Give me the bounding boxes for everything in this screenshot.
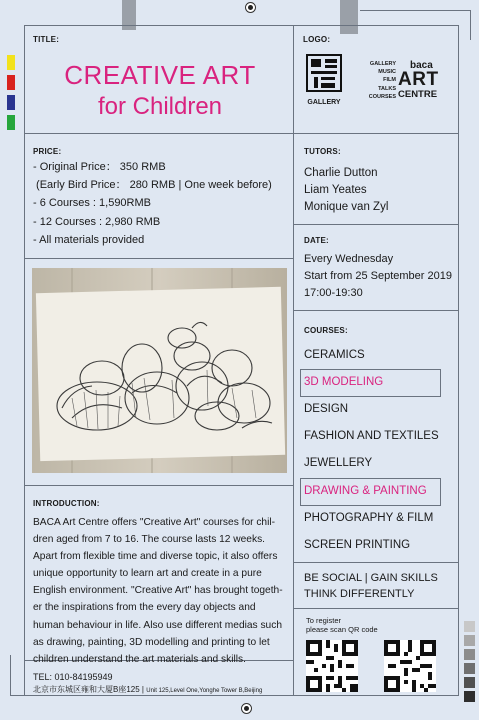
date-label: DATE:: [304, 236, 329, 245]
price-line-5: - All materials provided: [33, 234, 145, 246]
sketch-drawing: [32, 268, 287, 473]
category-music: MUSIC: [378, 69, 396, 76]
gallery-logo: [305, 53, 343, 106]
register-line-1: To register: [306, 616, 342, 625]
price-line-1: - Original Price： 350 RMB: [33, 161, 166, 173]
intro-line-6: er the inspirations from the every day objects and: [33, 602, 256, 614]
title-line1: CREATIVE ART: [64, 60, 256, 90]
gallery-logo-mark: [305, 53, 343, 93]
baca-brand: [398, 60, 448, 100]
price-line-2: (Early Bird Price： 280 RMB | One week before): [33, 179, 272, 191]
divider-tutors: [293, 224, 459, 225]
category-talks: TALKS: [378, 85, 396, 92]
frame-left: [24, 25, 25, 695]
course-ceramics: CERAMICS: [304, 349, 365, 361]
title-label: TITLE:: [33, 35, 60, 44]
divider-slogan: [293, 608, 459, 609]
divider-logo: [293, 133, 459, 134]
date-line-3: 17:00-19:30: [304, 287, 363, 299]
target-mark-top: [245, 2, 256, 13]
divider-title: [24, 133, 294, 134]
frame-top-right: [360, 10, 470, 11]
swatch-red: [7, 75, 15, 90]
gallery-logo-text: GALLERY: [307, 99, 341, 106]
slogan-line-1: BE SOCIAL | GAIN SKILLS: [304, 572, 438, 584]
swatch-blue: [7, 95, 15, 110]
frame-top: [24, 25, 459, 26]
logo-label: LOGO:: [303, 35, 331, 44]
course-jewellery: JEWELLERY: [304, 457, 373, 469]
intro-text: [33, 514, 288, 668]
price-line-4: - 12 Courses : 2,980 RMB: [33, 216, 161, 228]
contact-address: [33, 684, 262, 695]
target-mark-bottom: [241, 703, 252, 714]
intro-line-9: children understand the art materials and skills.: [33, 653, 246, 665]
intro-line-8: as drawing, painting, 3D modelling and printing to let: [33, 636, 270, 648]
divider-courses: [293, 562, 459, 563]
tutor-2: Liam Yeates: [304, 184, 367, 196]
category-courses: COURSES: [368, 93, 396, 100]
slogan-line-2: THINK DIFFERENTLY: [304, 588, 415, 600]
date-line-2: Start from 25 September 2019: [304, 270, 452, 282]
gray-swatch-6: [464, 691, 475, 702]
gray-swatch-2: [464, 635, 475, 646]
category-gallery: GALLERY: [369, 61, 396, 67]
swatch-green: [7, 115, 15, 130]
category-film: FILM: [383, 77, 396, 84]
title-line2: for Children: [97, 93, 223, 120]
intro-line-1: BACA Art Centre offers "Creative Art" courses for chil-: [33, 517, 276, 528]
brand-small: baca: [410, 60, 433, 71]
address-cn: 北京市东城区雍和大厦B座125: [33, 685, 140, 694]
gray-swatch-5: [464, 677, 475, 688]
binder-tab-right: [340, 0, 358, 34]
price-line-3: - 6 Courses : 1,590RMB: [33, 197, 151, 209]
frame-mid: [293, 25, 294, 695]
qr-code-2[interactable]: [384, 640, 436, 692]
logo-categories: [364, 60, 396, 101]
tutors-label: TUTORS:: [304, 147, 341, 156]
price-label: PRICE:: [33, 147, 62, 156]
intro-line-2: dren aged from 7 to 16. The course lasts 12 weeks.: [33, 534, 265, 546]
swatch-yellow: [7, 55, 15, 70]
artwork-photo: [32, 268, 287, 473]
intro-line-4: unique opportunity to learn art and create in a pure: [33, 568, 262, 580]
brand-big: ART: [398, 69, 439, 90]
intro-line-5: English environment. "Creative Art" has brought togeth-: [33, 585, 283, 597]
intro-label: INTRODUCTION:: [33, 499, 100, 508]
gray-swatch-3: [464, 649, 475, 660]
course-photography: PHOTOGRAPHY & FILM: [304, 512, 434, 524]
qr-code-1[interactable]: [306, 640, 358, 692]
register-line-2: please scan QR code: [306, 625, 378, 634]
course-3d-modeling: 3D MODELING: [304, 376, 384, 388]
frame-bottom-outer: [10, 695, 24, 696]
intro-line-3: Apart from flexible time and diverse topic, it also offers: [33, 551, 278, 563]
intro-line-7: human behaviour in life. Also use different medias such: [33, 619, 282, 631]
divider-price: [24, 258, 294, 259]
address-en: Unit 125,Level One,Yonghe Tower B,Beijing: [146, 688, 263, 694]
contact-tel: TEL: 010-84195949: [33, 672, 113, 682]
divider-date: [293, 310, 459, 311]
frame-right: [458, 25, 459, 695]
address-separator: |: [141, 685, 147, 694]
course-design: DESIGN: [304, 403, 349, 415]
courses-label: COURSES:: [304, 326, 348, 335]
frame-bottom: [24, 695, 459, 696]
date-line-1: Every Wednesday: [304, 253, 394, 265]
tutor-1: Charlie Dutton: [304, 167, 378, 179]
brand-sub: CENTRE: [398, 89, 438, 100]
course-fashion: FASHION AND TEXTILES: [304, 430, 439, 442]
frame-right-outer: [470, 10, 471, 40]
gray-swatch-1: [464, 621, 475, 632]
gray-swatch-4: [464, 663, 475, 674]
course-drawing-painting: DRAWING & PAINTING: [304, 485, 427, 497]
frame-left-outer: [10, 655, 11, 695]
divider-image: [24, 485, 294, 486]
tutor-3: Monique van Zyl: [304, 201, 389, 213]
course-screen-printing: SCREEN PRINTING: [304, 539, 411, 551]
